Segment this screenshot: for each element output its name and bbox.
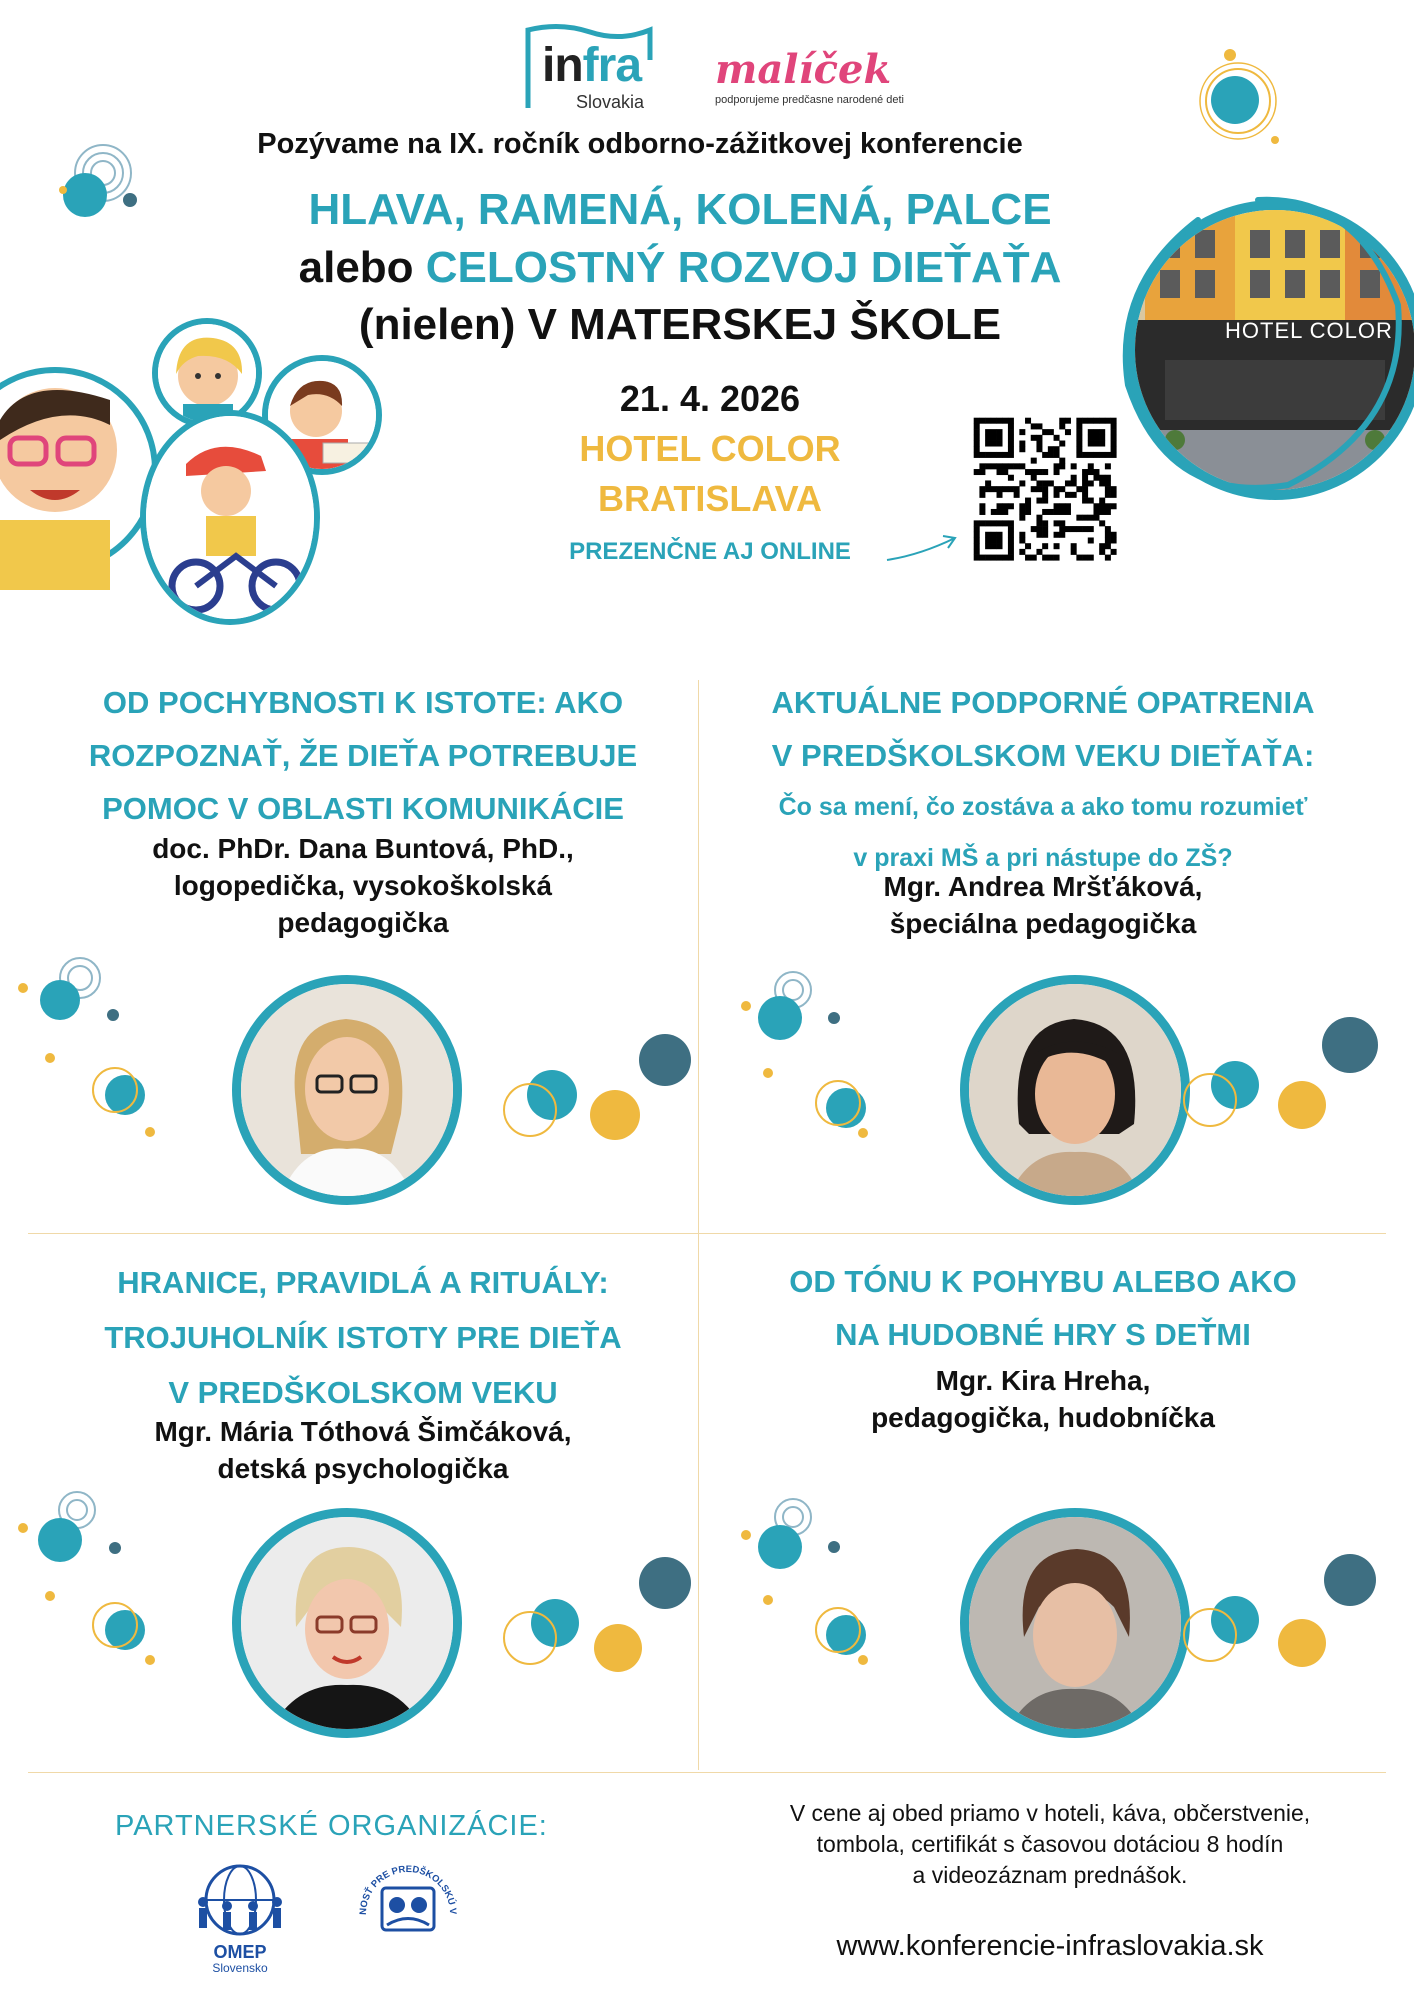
title-line-2-accent: CELOSTNÝ ROZVOJ DIEŤAŤA	[425, 243, 1062, 292]
speaker-line: Mgr. Kira Hreha,	[935, 1365, 1151, 1396]
kid-girl-icon	[158, 324, 258, 424]
speaker-line: Mgr. Mária Tóthová Šimčáková,	[154, 1416, 572, 1447]
section-3-speaker	[28, 1413, 698, 1487]
online-note: PREZENČNE AJ ONLINE	[569, 538, 851, 565]
invite-text: Pozývame na IX. ročník odborno-zážitkovej konferencie	[257, 128, 1023, 160]
section-4-title-line: NA HUDOBNÉ HRY S DEŤMI	[835, 1317, 1251, 1352]
speaker-photo-tothova	[232, 1508, 462, 1738]
decor-dots-s2-left-icon	[738, 968, 888, 1143]
section-1-speaker	[28, 830, 698, 941]
section-3-title-line: TROJUHOLNÍK ISTOTY PRE DIEŤA	[104, 1320, 622, 1355]
omep-globe-icon	[185, 1858, 295, 1938]
footer-divider	[28, 1772, 1386, 1773]
section-1-title-line: ROZPOZNAŤ, ŽE DIEŤA POTREBUJE	[88, 738, 638, 773]
section-3-title	[28, 1255, 698, 1420]
speaker-line: detská psychologička	[217, 1453, 509, 1484]
decor-dots-top-right-icon	[1180, 45, 1300, 155]
decor-swirl-top-left-icon	[55, 125, 165, 235]
arrow-icon	[885, 530, 960, 565]
title-line-2	[230, 243, 1130, 293]
section-2-speaker	[700, 868, 1386, 942]
decor-dots-s2-right-icon	[1180, 1010, 1390, 1150]
spv-logo-text: NOSŤ PRE PREDŠKOLSKÚ V	[357, 1863, 459, 1916]
section-2-title	[700, 676, 1386, 782]
speaker-line: logopedička, vysokoškolská	[173, 870, 553, 901]
section-2-subtitle-line: Čo sa mení, čo zostáva a ako tomu rozumieť	[778, 793, 1308, 821]
grid-horizontal-divider	[28, 1233, 1386, 1234]
infra-slovakia-logo	[520, 20, 660, 112]
section-1-title-line: OD POCHYBNOSTI K ISTOTE: AKO	[102, 685, 624, 720]
price-line: V cene aj obed priamo v hoteli, káva, občerstvenie,	[789, 1800, 1311, 1826]
price-info	[760, 1798, 1340, 1891]
title-line-1: HLAVA, RAMENÁ, KOLENÁ, PALCE	[308, 185, 1052, 234]
speaker-portrait-icon	[969, 984, 1181, 1196]
section-4-speaker	[700, 1362, 1386, 1436]
section-3-title-line: HRANICE, PRAVIDLÁ A RITUÁLY:	[117, 1265, 609, 1300]
speaker-portrait-icon	[241, 1517, 453, 1729]
section-4-title	[700, 1255, 1386, 1361]
speaker-photo-buntova	[232, 975, 462, 1205]
malicek-logo-text: malíček	[715, 46, 892, 93]
title-line-2-prefix: alebo	[298, 243, 426, 292]
section-1-title	[28, 676, 698, 835]
omep-logo-text: OMEP	[213, 1942, 267, 1962]
speaker-line: pedagogička, hudobníčka	[871, 1402, 1215, 1433]
speaker-photo-mrstakova	[960, 975, 1190, 1205]
hotel-sign-text: HOTEL COLOR	[1225, 318, 1393, 343]
speaker-line: špeciálna pedagogička	[889, 908, 1197, 939]
hotel-brush-ring-icon	[1108, 185, 1414, 515]
event-date: 21. 4. 2026	[619, 378, 801, 419]
decor-dots-s3-right-icon	[500, 1548, 700, 1688]
decor-dots-s1-right-icon	[500, 1030, 700, 1160]
kid-bike-icon	[146, 416, 316, 621]
infra-logo-sub: Slovakia	[576, 92, 645, 112]
price-line: a videozáznam prednášok.	[912, 1862, 1188, 1888]
omep-logo-sub: Slovensko	[212, 1961, 268, 1975]
title-line-3: (nielen) V MATERSKEJ ŠKOLE	[358, 300, 1002, 349]
svg-text:SPOLOČNOSŤ PRE PREDŠKOLSKÚ VÝC	[352, 1850, 458, 1915]
section-2-title-line: AKTUÁLNE PODPORNÉ OPATRENIA	[771, 685, 1315, 720]
malicek-logo	[715, 46, 915, 110]
spv-logo[interactable]	[352, 1850, 464, 1975]
registration-qr-code[interactable]	[968, 412, 1122, 566]
venue-line-2: BRATISLAVA	[598, 478, 822, 519]
venue-line-1: HOTEL COLOR	[579, 428, 841, 469]
decor-dots-s4-left-icon	[738, 1495, 888, 1670]
section-2-subtitle-line: v praxi MŠ a pri nástupe do ZŠ?	[853, 844, 1233, 872]
infra-logo-text: infra	[542, 39, 642, 92]
speaker-portrait-icon	[969, 1517, 1181, 1729]
price-line: tombola, certifikát s časovou dotáciou 8 hodín	[816, 1831, 1284, 1857]
speaker-line: Mgr. Andrea Mršťáková,	[883, 871, 1203, 902]
speaker-portrait-icon	[241, 984, 453, 1196]
speaker-line: pedagogička	[277, 907, 449, 938]
decor-dots-s4-right-icon	[1180, 1545, 1390, 1685]
malicek-logo-sub: podporujeme predčasne narodené deti	[715, 94, 904, 106]
section-4-title-line: OD TÓNU K POHYBU ALEBO AKO	[789, 1264, 1297, 1299]
speaker-line: doc. PhDr. Dana Buntová, PhD.,	[152, 833, 574, 864]
decor-dots-s3-left-icon	[15, 1488, 175, 1668]
spv-emblem-icon	[352, 1850, 464, 1975]
section-2-title-line: V PREDŠKOLSKOM VEKU DIEŤAŤA:	[771, 738, 1315, 773]
section-1-title-line: POMOC V OBLASTI KOMUNIKÁCIE	[102, 791, 624, 826]
section-3-title-line: V PREDŠKOLSKOM VEKU	[168, 1375, 558, 1410]
website-link[interactable]: www.konferencie-infraslovakia.sk	[836, 1930, 1264, 1962]
speaker-photo-hreha	[960, 1508, 1190, 1738]
partners-label: PARTNERSKÉ ORGANIZÁCIE:	[115, 1810, 548, 1842]
decor-dots-s1-left-icon	[15, 950, 175, 1140]
omep-logo[interactable]	[185, 1858, 295, 1975]
kid-illustration-bike	[140, 410, 320, 625]
